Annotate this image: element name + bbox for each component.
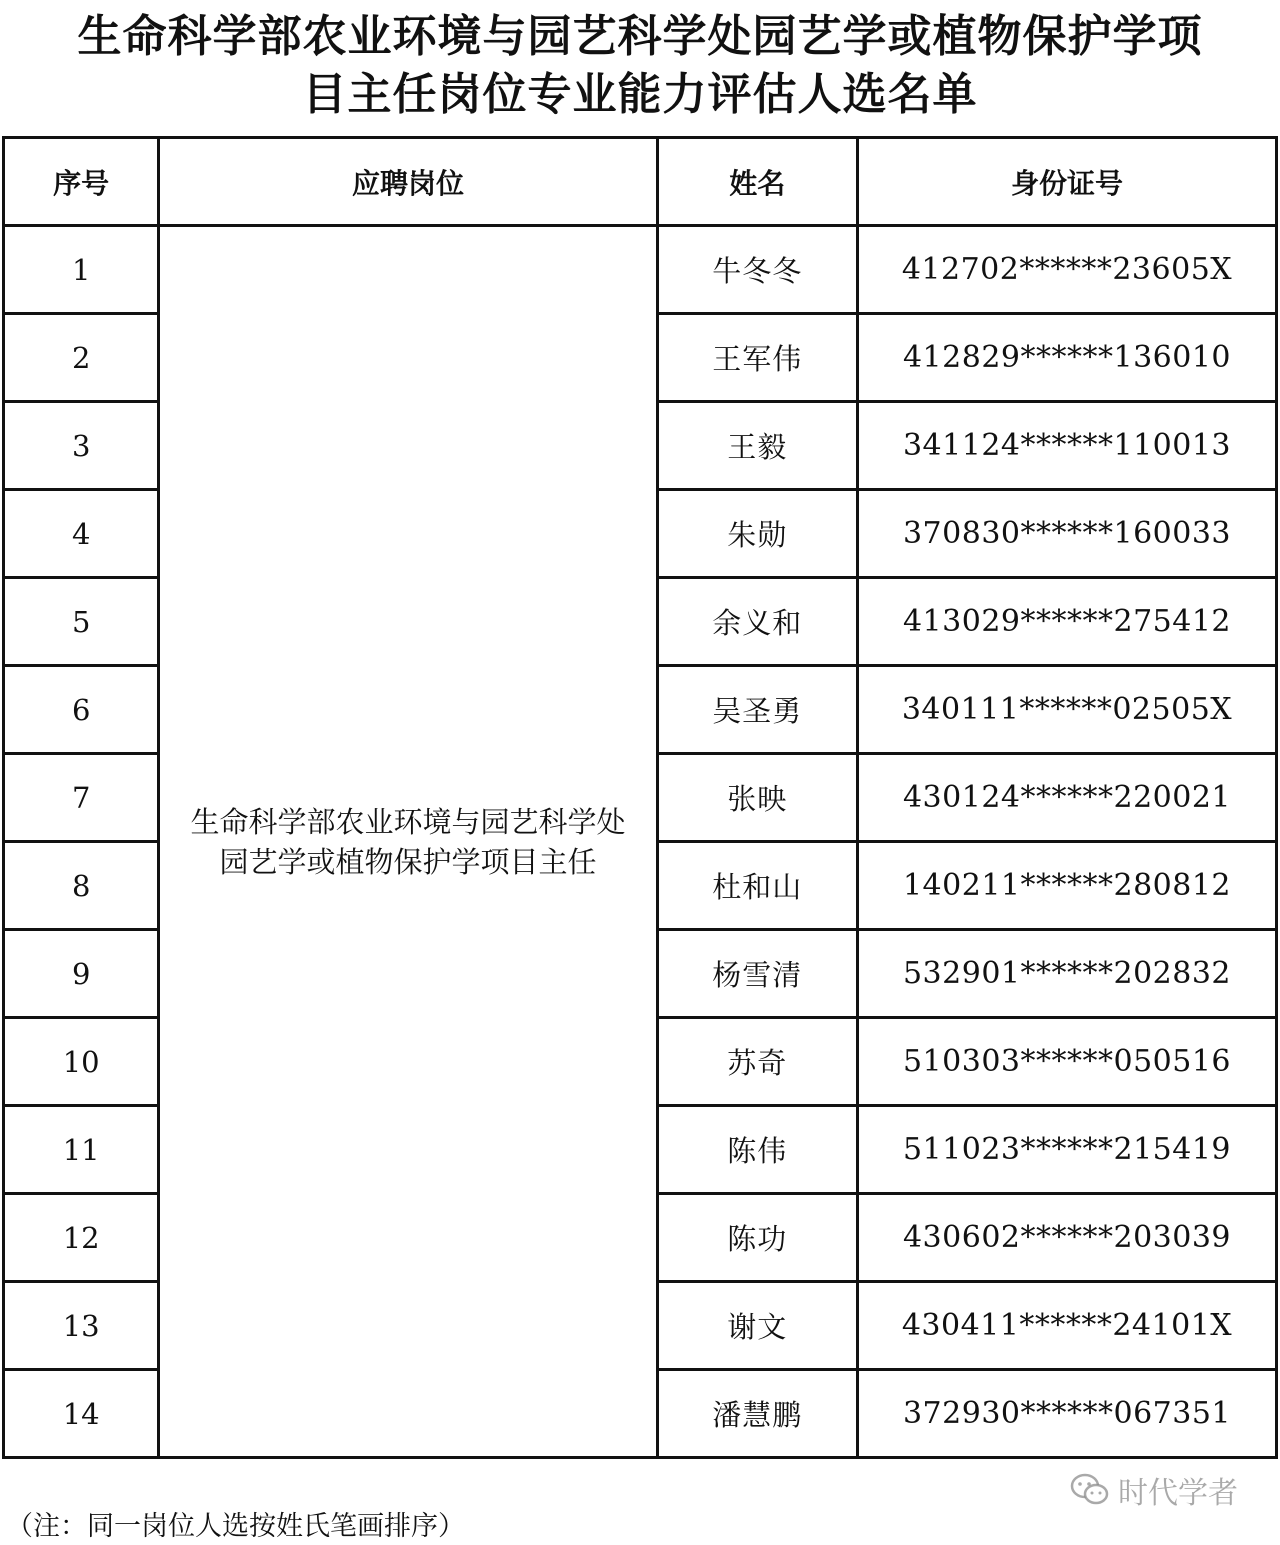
cell-no: 14	[4, 1370, 159, 1458]
cell-id-number: 510303******050516	[858, 1018, 1277, 1106]
cell-name: 余义和	[657, 578, 857, 666]
header-no: 序号	[4, 138, 159, 226]
cell-name: 杨雪清	[657, 930, 857, 1018]
watermark	[1070, 1468, 1238, 1512]
document-title	[0, 8, 1280, 124]
candidate-table	[2, 136, 1278, 1459]
cell-no: 10	[4, 1018, 159, 1106]
cell-name: 牛冬冬	[657, 226, 857, 314]
cell-name: 王军伟	[657, 314, 857, 402]
cell-name: 谢文	[657, 1282, 857, 1370]
cell-id-number: 511023******215419	[858, 1106, 1277, 1194]
header-id: 身份证号	[858, 138, 1277, 226]
cell-name: 杜和山	[657, 842, 857, 930]
cell-id-number: 413029******275412	[858, 578, 1277, 666]
position-line-1: 生命科学部农业环境与园艺科学处	[190, 804, 626, 839]
cell-id-number: 370830******160033	[858, 490, 1277, 578]
footnote: （注：同一岗位人选按姓氏笔画排序）	[6, 1511, 465, 1542]
cell-id-number: 430602******203039	[858, 1194, 1277, 1282]
cell-name: 苏奇	[657, 1018, 857, 1106]
cell-id-number: 532901******202832	[858, 930, 1277, 1018]
cell-no: 12	[4, 1194, 159, 1282]
cell-name: 朱勋	[657, 490, 857, 578]
cell-no: 1	[4, 226, 159, 314]
table-row	[4, 226, 1277, 314]
cell-id-number: 341124******110013	[858, 402, 1277, 490]
position-line-2: 园艺学或植物保护学项目主任	[219, 844, 597, 879]
cell-no: 9	[4, 930, 159, 1018]
cell-id-number: 430411******24101X	[858, 1282, 1277, 1370]
title-line-2: 目主任岗位专业能力评估人选名单	[302, 69, 978, 120]
cell-no: 2	[4, 314, 159, 402]
watermark-text: 时代学者	[1118, 1476, 1238, 1511]
header-position: 应聘岗位	[159, 138, 657, 226]
cell-name: 吴圣勇	[657, 666, 857, 754]
cell-no: 11	[4, 1106, 159, 1194]
table-header-row	[4, 138, 1277, 226]
cell-id-number: 430124******220021	[858, 754, 1277, 842]
cell-name: 王毅	[657, 402, 857, 490]
cell-name: 张映	[657, 754, 857, 842]
cell-no: 7	[4, 754, 159, 842]
cell-id-number: 412702******23605X	[858, 226, 1277, 314]
header-name: 姓名	[657, 138, 857, 226]
cell-id-number: 412829******136010	[858, 314, 1277, 402]
cell-name: 潘慧鹏	[657, 1370, 857, 1458]
cell-id-number: 372930******067351	[858, 1370, 1277, 1458]
cell-no: 13	[4, 1282, 159, 1370]
cell-id-number: 340111******02505X	[858, 666, 1277, 754]
cell-no: 4	[4, 490, 159, 578]
cell-name: 陈伟	[657, 1106, 857, 1194]
wechat-icon	[1070, 1473, 1110, 1507]
cell-no: 5	[4, 578, 159, 666]
cell-position	[159, 226, 657, 1458]
cell-name: 陈功	[657, 1194, 857, 1282]
title-line-1: 生命科学部农业环境与园艺科学处园艺学或植物保护学项	[77, 11, 1203, 62]
cell-no: 6	[4, 666, 159, 754]
cell-no: 8	[4, 842, 159, 930]
cell-no: 3	[4, 402, 159, 490]
cell-id-number: 140211******280812	[858, 842, 1277, 930]
